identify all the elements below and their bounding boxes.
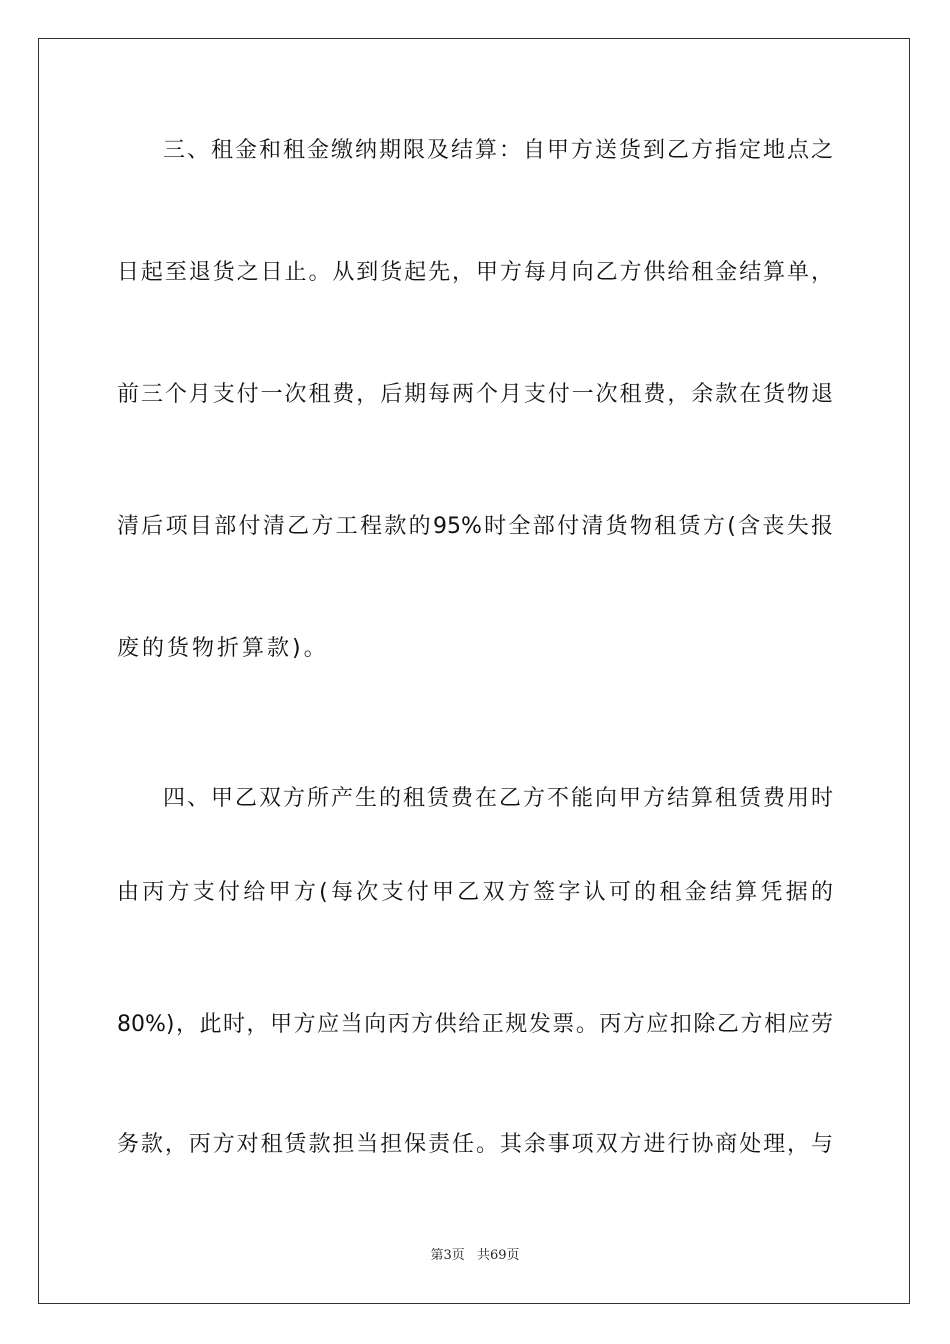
page-number-current: 第3页 [430,1248,465,1263]
paragraph-4-line-4: 务款，丙方对租赁款担当担保责任。其余事项双方进行协商处理，与 [117,1132,833,1157]
page-number-total: 共69页 [476,1248,520,1263]
paragraph-3-line-4: 清后项目部付清乙方工程款的95%时全部付清货物租赁方(含丧失报 [117,514,833,539]
page-footer [0,1248,950,1264]
paragraph-4-line-2: 由丙方支付给甲方(每次支付甲乙双方签字认可的租金结算凭据的 [117,880,833,905]
paragraph-3-line-1: 三、租金和租金缴纳期限及结算：自甲方送货到乙方指定地点之 [163,138,833,163]
page-border [38,38,910,1304]
paragraph-3-line-3: 前三个月支付一次租费，后期每两个月支付一次租费，余款在货物退 [117,382,833,407]
paragraph-3-line-2: 日起至退货之日止。从到货起先，甲方每月向乙方供给租金结算单， [117,260,833,285]
paragraph-4-line-1: 四、甲乙双方所产生的租赁费在乙方不能向甲方结算租赁费用时 [163,786,833,811]
paragraph-3-line-5: 废的货物折算款)。 [117,636,329,661]
paragraph-4-line-3: 80%)，此时，甲方应当向丙方供给正规发票。丙方应扣除乙方相应劳 [117,1012,833,1037]
